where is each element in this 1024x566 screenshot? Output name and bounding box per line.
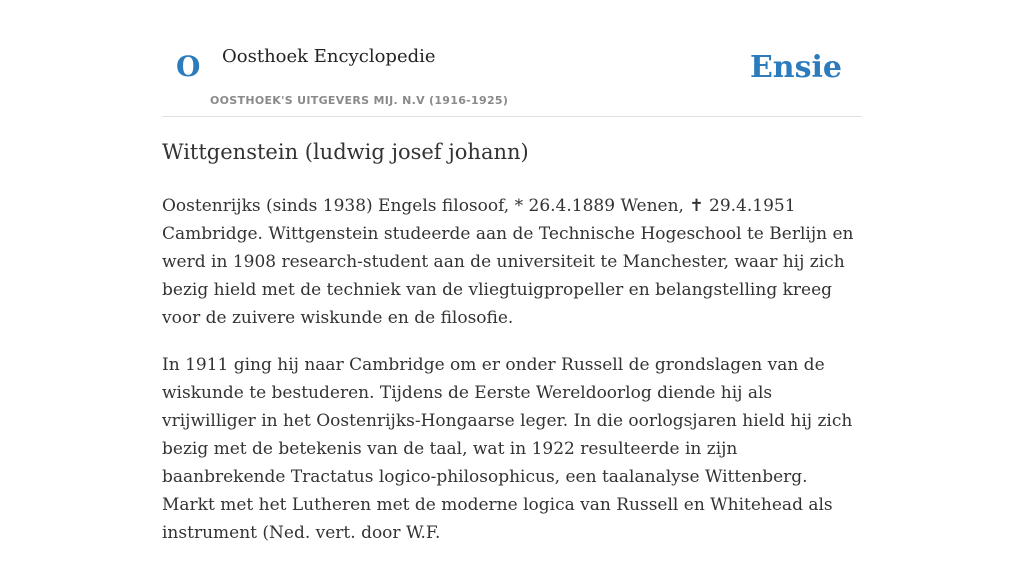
ensie-logo[interactable]: Ensie: [749, 50, 842, 85]
site-header: [162, 0, 862, 117]
entry-paragraph: In 1911 ging hij naar Cambridge om er onder Russell de grondslagen van de wiskunde te bestuderen. Tijdens de Eerste Wereldoorlog diende hij als vrijwilliger in het Oostenrijks-Hongaarse leger. In die oorlogsjaren hield hij zich bezig met de betekenis van de taal, wat in 1922 resulteerde in zijn baanbrekende Tractatus logico-philosophicus, een taalanalyse Wittenberg. Markt met het Lutheren met de moderne logica van Russell en Whitehead als instrument (Ned. vert. door W.F.: [162, 355, 853, 543]
encyclopedia-title[interactable]: Oosthoek Encyclopedie: [222, 46, 436, 67]
entry-body: [162, 192, 862, 566]
entry-title: Wittgenstein (ludwig josef johann): [162, 140, 529, 164]
encyclopedia-logo[interactable]: O: [176, 50, 201, 83]
publisher-label: OOSTHOEK'S UITGEVERS MIJ. N.V (1916-1925): [210, 94, 509, 107]
entry-paragraph: Oostenrijks (sinds 1938) Engels filosoof, * 26.4.1889 Wenen, ✝ 29.4.1951 Cambridge. Wittgenstein studeerde aan de Technische Hogeschool te Berlijn en werd in 1908 research-student aan de universiteit te Manchester, waar hij zich bezig hield met de techniek van de vliegtuigpropeller en belangstelling kreeg voor de zuivere wiskunde en de filosofie.: [162, 196, 854, 328]
